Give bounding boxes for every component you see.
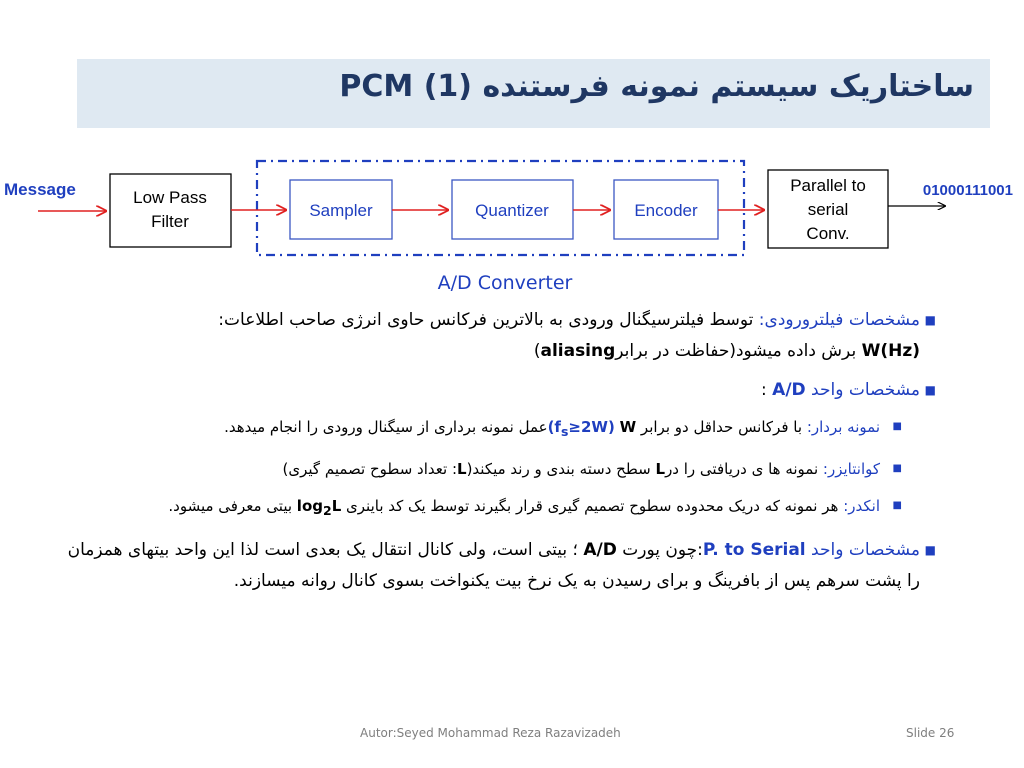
bullet-lead: مشخصات واحد — [811, 380, 920, 400]
ad-converter-label: A/D Converter — [437, 272, 573, 294]
bullet-lead: انکدر: — [843, 497, 880, 515]
bullet-text: : — [761, 380, 773, 400]
sampler-label: Sampler — [309, 201, 373, 220]
bullet-square-icon: ■ — [924, 313, 936, 327]
ps-label-line3: Conv. — [806, 224, 850, 243]
bullet-quantizer — [60, 456, 920, 482]
bullet-bold: W — [619, 418, 637, 436]
bullet-text: توسط فیلترسیگنال ورودی به بالاترین فرکانس حاوی انرژی صاحب اطلاعات: — [218, 310, 759, 330]
bullet-text: سطح دسته بندی و رند میکند( — [466, 460, 656, 478]
bullet-square-icon: ■ — [892, 500, 902, 511]
bullet-lead: نمونه بردار: — [806, 418, 880, 436]
ps-label-line2: serial — [807, 200, 849, 219]
bullet-text: ) — [533, 341, 541, 361]
bullet-encoder — [60, 493, 920, 524]
bullet-square-icon: ■ — [892, 421, 902, 432]
bullet-input-filter — [60, 305, 936, 367]
bullet-text: :چون پورت — [622, 540, 703, 560]
ps-label-line1: Parallel to — [790, 176, 866, 195]
sampling-condition: $(f_s\ge 2W)$ — [547, 418, 615, 439]
bullet-lead: کوانتایزر: — [822, 460, 880, 478]
bullet-text: با فرکانس حداقل دو برابر — [640, 418, 807, 436]
bullet-text: ؛ بیتی است، ولی کانال انتقال یک بعدی است لذا این واحد بیتهای همزمان را پشت سرهم پس از بافرینگ و برای رسیدن به یک نرخ بیت یکنواخت بسوی کانال روانه میسازند. — [67, 540, 920, 591]
lpf-label-line2: Filter — [151, 212, 189, 231]
bullet-bold: L — [655, 460, 666, 478]
bullet-bold: L — [457, 460, 467, 478]
pcm-block-diagram — [0, 150, 1024, 275]
lpf-label-line1: Low Pass — [133, 188, 207, 207]
encoder-label: Encoder — [634, 201, 698, 220]
bullet-square-icon: ■ — [892, 463, 902, 474]
bullet-bold: A/D — [772, 380, 806, 400]
bullet-text: : تعداد سطوح تصمیم گیری) — [282, 460, 457, 478]
bullet-list — [60, 305, 936, 605]
title-bar — [77, 59, 990, 128]
bullet-square-icon: ■ — [924, 383, 936, 397]
bullet-bold: A/D — [583, 540, 617, 560]
bullet-square-icon: ■ — [924, 543, 936, 557]
slide-number: Slide 26 — [906, 726, 955, 740]
bullet-text: هر نمونه که دریک محدوده سطوح تصمیم گیری قرار بگیرند توسط یک کد باینری — [346, 497, 844, 515]
quantizer-label: Quantizer — [475, 201, 549, 220]
bullet-lead: مشخصات فیلترورودی: — [758, 310, 920, 330]
footer-author: Autor:Seyed Mohammad Reza Razavizadeh — [360, 726, 621, 740]
bullet-text: برش داده میشود(حفاظت در برابر — [615, 341, 862, 361]
output-bits-label: 01000111001 — [922, 182, 1013, 199]
bullet-text: عمل نمونه برداری از سیگنال ورودی را انجام میدهد. — [224, 418, 548, 436]
bullet-bold: P. to Serial — [702, 540, 806, 560]
bullet-bold: aliasing — [540, 341, 616, 361]
bullet-text: نمونه ها ی دریافتی را در — [665, 460, 823, 478]
bullet-parallel-to-serial — [60, 535, 936, 597]
bullet-text: بیتی معرفی میشود. — [168, 497, 297, 515]
slide-title: ساختاریک سیستم نمونه فرستنده PCM (1) — [339, 69, 974, 104]
bullet-lead: مشخصات واحد — [811, 540, 920, 560]
message-label: Message — [4, 180, 76, 199]
bullet-bold: W(Hz) — [861, 341, 920, 361]
code-length: $\log_2L$ — [296, 497, 342, 518]
low-pass-filter-box — [110, 174, 231, 247]
bullet-ad-unit — [60, 375, 936, 406]
bullet-sampler — [60, 414, 920, 445]
